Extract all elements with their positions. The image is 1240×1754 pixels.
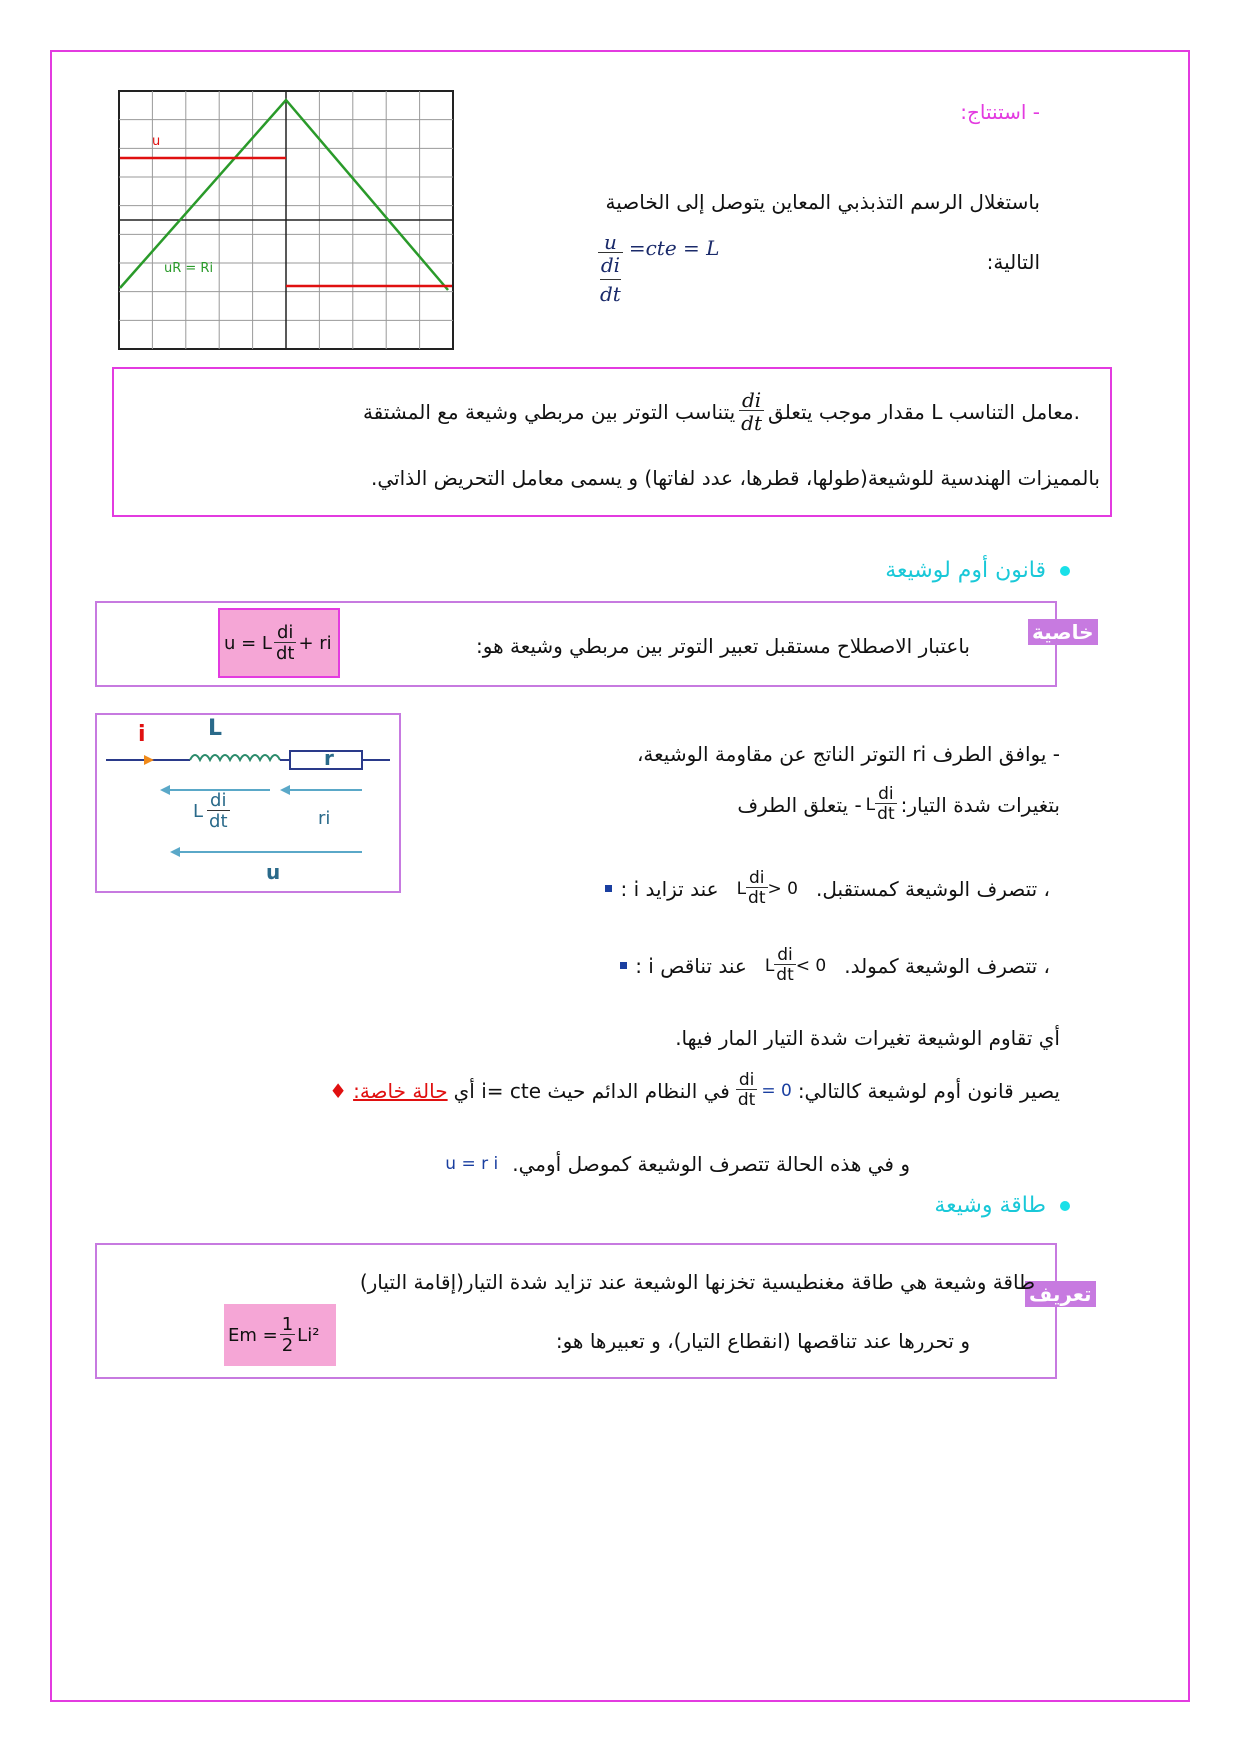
circuit-label-Ldi [193, 792, 230, 831]
point-5: أي تقاوم الوشيعة تغيرات شدة التيار المار فيها. [675, 1026, 1060, 1050]
special-case-b: يصير قانون أوم لوشيعة كالتالي: [797, 1078, 1060, 1103]
ohm-formula-left: u = L [224, 632, 272, 654]
special-formula: u = r i [445, 1154, 499, 1174]
circuit-label-L: L [208, 716, 223, 741]
special-case-term [736, 1072, 792, 1109]
energy-formula-right: Li² [297, 1324, 320, 1346]
point-3-b: ، تتصرف الوشيعة كمستقبل. [815, 876, 1050, 901]
point-4-den: dt [776, 965, 794, 985]
property-tag: خاصية [1028, 619, 1098, 645]
point-4-cond: < 0 [795, 955, 827, 976]
ohm-title: قانون أوم لوشيعة [885, 558, 1046, 583]
bullet-dot-icon [1060, 566, 1070, 576]
special-case-a: في النظام الدائم حيث i= cte أي [453, 1078, 730, 1103]
energy-title: طاقة وشيعة [934, 1193, 1046, 1218]
point-4-L: L [764, 955, 775, 976]
circuit-label-i: i [138, 722, 146, 747]
energy-formula-left: Em = [228, 1324, 278, 1346]
note-line1 [363, 390, 1080, 433]
graph-label-u: u [152, 134, 161, 149]
arrow-ri-head-icon [280, 785, 290, 795]
note-fraction [739, 390, 764, 433]
energy-title-row [934, 1192, 1070, 1220]
formula-cte: =cte = L [628, 236, 720, 260]
circuit-label-u: u [266, 860, 281, 884]
point-3-den: dt [748, 888, 766, 908]
point-4-b: ، تتصرف الوشيعة كمولد. [844, 953, 1050, 978]
note-line1-b: .معامل التناسب L مقدار موجب يتعلق [768, 399, 1080, 424]
ohm-statement: باعتبار الاصطلاح مستقبل تعبير التوتر بين مربطي وشيعة هو: [476, 634, 970, 658]
arrow-u-head-icon [170, 847, 180, 857]
point-4-a: عند تناقص i : [635, 953, 747, 978]
definition-tag: تعريف [1025, 1281, 1096, 1307]
point-2-b: بتغيرات شدة التيار: [900, 792, 1060, 817]
note-line2: بالمميزات الهندسية للوشيعة(طولها، قطرها، عدد لفاتها) و يسمى معامل التحريض الذاتي. [371, 466, 1100, 490]
energy-line2: و تحررها عند تناقصها (انقطاع التيار)، و تعبيرها هو: [555, 1329, 970, 1353]
point-4-term [765, 947, 826, 984]
point-2 [737, 786, 1060, 823]
note-frac-num: di [741, 388, 762, 412]
point-3 [605, 870, 1050, 907]
arrow-L-head-icon [160, 785, 170, 795]
special-case-line2 [445, 1150, 910, 1178]
ohm-title-row [885, 557, 1070, 585]
special-case [329, 1072, 1060, 1109]
oscilloscope-graph [118, 90, 454, 350]
circuit-L-text: L [193, 801, 204, 822]
conclusion-heading: - استنتاج: [960, 100, 1040, 124]
circuit-label-ri: ri [318, 808, 331, 829]
special-case-label: حالة خاصة: [353, 1078, 448, 1103]
point-1: - يوافق الطرف ri التوتر الناتج عن مقاومة الوشيعة، [636, 742, 1060, 766]
special-num: di [738, 1070, 755, 1090]
energy-line1: طاقة وشيعة هي طاقة مغنطيسية تخزنها الوشيعة عند تزايد شدة التيار(إقامة التيار) [359, 1270, 1035, 1294]
ohm-formula-right: + ri [298, 632, 332, 654]
circuit-di-text: di [210, 790, 227, 811]
current-arrow-icon [144, 755, 154, 765]
point-2-L: L [865, 794, 876, 815]
point-3-a: عند تزايد i : [620, 876, 719, 901]
point-2-a: - يتعلق الطرف [737, 792, 862, 817]
formula-u: u [603, 230, 617, 254]
point-2-num: di [878, 784, 894, 804]
graph-label-ur: uR = Ri [164, 261, 214, 276]
point-4 [620, 947, 1050, 984]
square-bullet-icon [620, 962, 627, 969]
point-2-term [866, 786, 897, 823]
conclusion-formula [598, 232, 719, 304]
special-case-c: و في هذه الحالة تتصرف الوشيعة كموصل أومي. [512, 1152, 910, 1176]
point-3-term [737, 870, 798, 907]
special-cond: = 0 [761, 1080, 792, 1101]
conclusion-line1: باستغلال الرسم التذبذبي المعاين يتوصل إلى الخاصية [605, 190, 1040, 214]
ohm-formula-num: di [276, 621, 294, 643]
conclusion-line2: التالية: [986, 250, 1040, 274]
point-4-num: di [777, 945, 793, 965]
circuit-label-r: r [324, 746, 334, 770]
diamond-icon: ♦ [329, 1078, 348, 1103]
coil-icon [190, 755, 280, 760]
energy-formula-box [224, 1304, 336, 1366]
ohm-formula-den: dt [275, 642, 295, 664]
note-line1-a: يتناسب التوتر بين مربطي وشيعة مع المشتقة [362, 399, 736, 424]
energy-formula-num: 1 [281, 1313, 294, 1335]
bullet-dot-icon [1060, 1201, 1070, 1211]
special-den: dt [737, 1090, 756, 1110]
point-3-cond: > 0 [767, 878, 798, 899]
point-3-num: di [749, 868, 765, 888]
note-frac-den: dt [741, 411, 763, 435]
formula-di: di [600, 253, 621, 277]
energy-formula-den: 2 [281, 1334, 294, 1356]
point-3-L: L [736, 878, 747, 899]
ohm-formula-box [218, 608, 340, 678]
point-2-den: dt [877, 804, 895, 824]
square-bullet-icon [605, 885, 612, 892]
formula-dt: dt [600, 279, 621, 304]
circuit-dt-text: dt [209, 811, 228, 832]
